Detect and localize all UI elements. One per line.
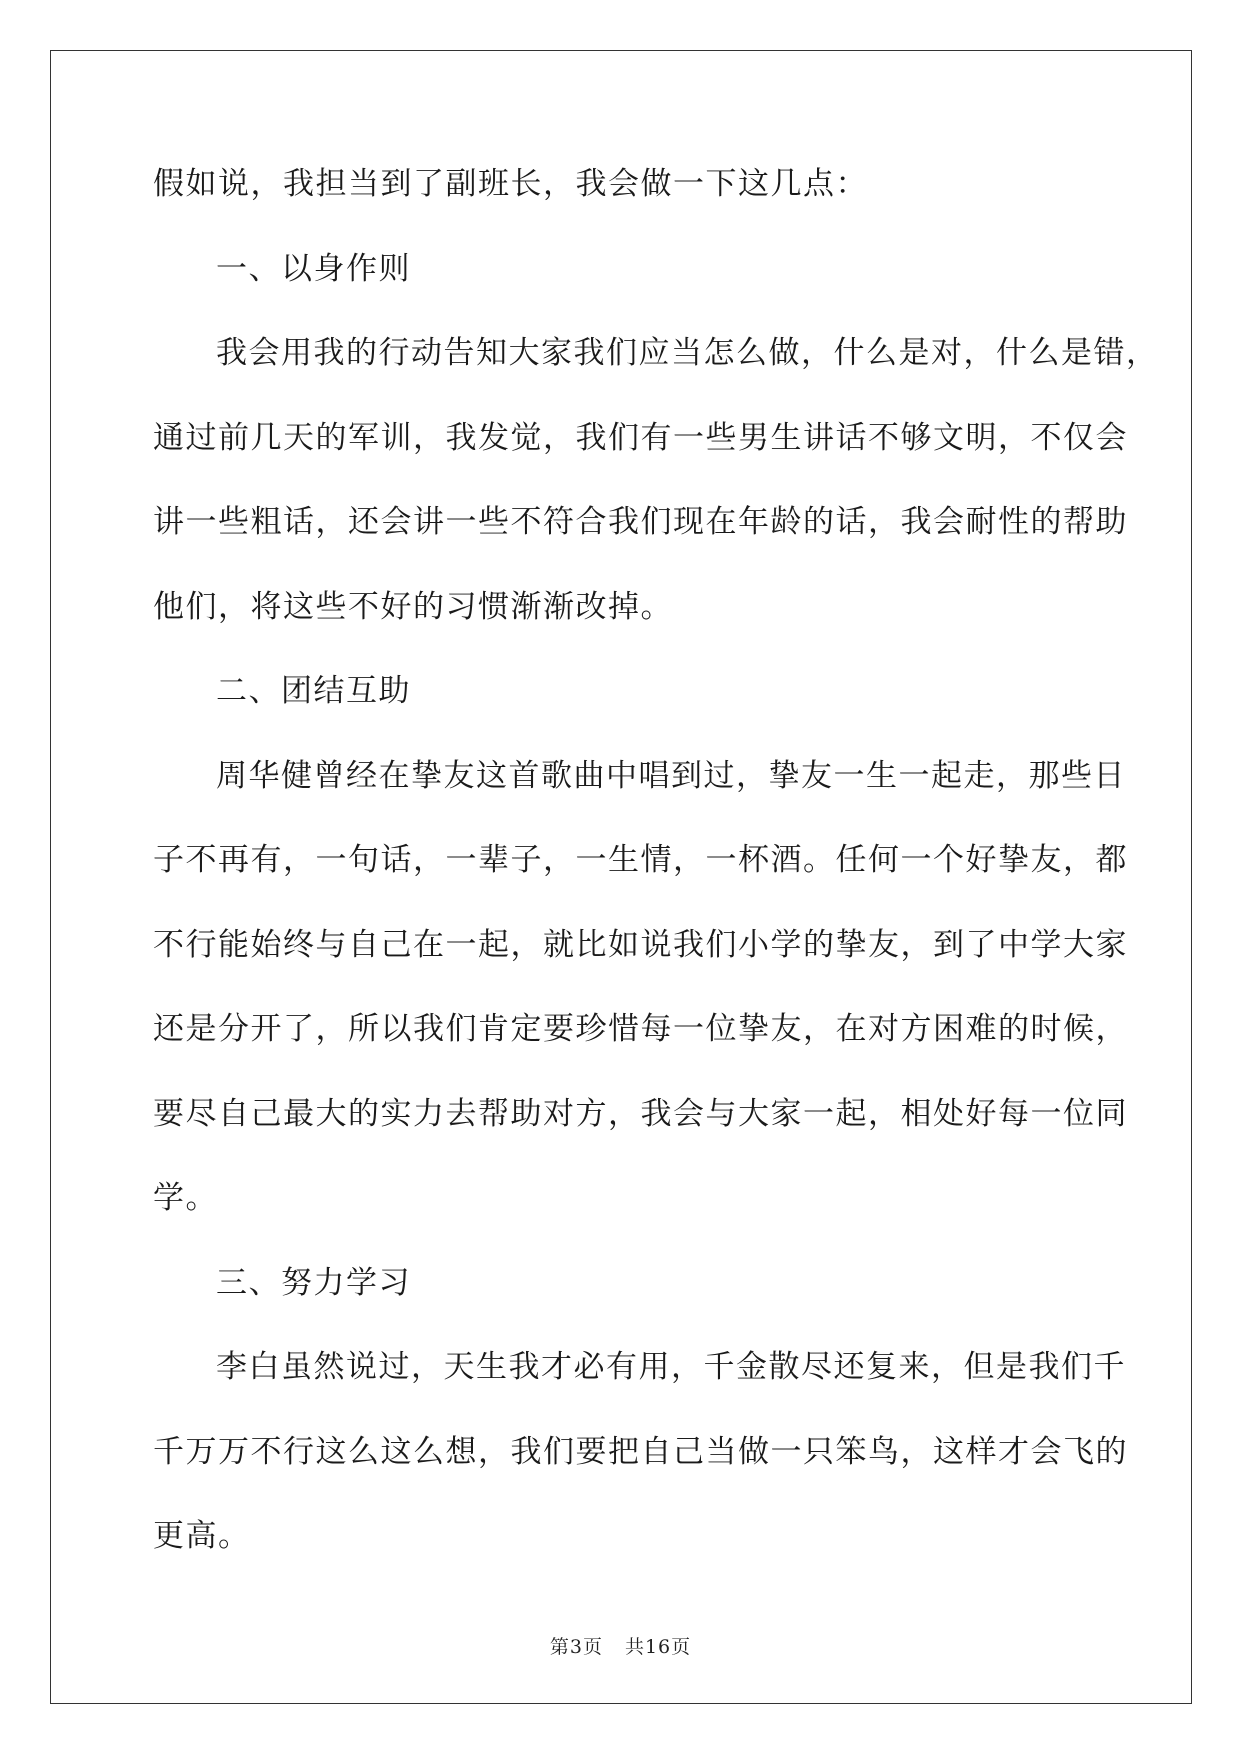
paragraph-line: 周华健曾经在挚友这首歌曲中唱到过，挚友一生一起走，那些日 (216, 757, 1126, 794)
page-total: 共16页 (624, 1636, 692, 1658)
document-body (153, 160, 1159, 1597)
heading-3: 三、努力学习 (216, 1264, 411, 1301)
paragraph-line: 李白虽然说过，天生我才必有用，千金散尽还复来，但是我们千 (216, 1349, 1126, 1385)
paragraph-line: 更高。 (153, 1518, 251, 1554)
page-number: 第3页 (549, 1636, 603, 1658)
paragraph-line: 子不再有，一句话，一辈子，一生情，一杯酒。任何一个好挚友，都 (153, 842, 1128, 878)
heading-1: 一、以身作则 (216, 250, 411, 287)
paragraph-line: 讲一些粗话，还会讲一些不符合我们现在年龄的话，我会耐性的帮助 (153, 504, 1128, 540)
paragraph-line: 还是分开了，所以我们肯定要珍惜每一位挚友，在对方困难的时候， (153, 1011, 1128, 1047)
heading-2: 二、团结互助 (216, 673, 411, 709)
intro-line: 假如说，我担当到了副班长，我会做一下这几点： (153, 166, 868, 202)
paragraph-line: 不行能始终与自己在一起，就比如说我们小学的挚友，到了中学大家 (153, 926, 1128, 963)
paragraph-line: 学。 (153, 1180, 218, 1216)
paragraph-line: 要尽自己最大的实力去帮助对方，我会与大家一起，相处好每一位同 (153, 1095, 1128, 1132)
page-footer (0, 1632, 1241, 1659)
paragraph-line: 通过前几天的军训，我发觉，我们有一些男生讲话不够文明，不仅会 (153, 419, 1128, 456)
paragraph-line: 他们，将这些不好的习惯渐渐改掉。 (153, 588, 673, 625)
paragraph-line: 千万万不行这么这么想，我们要把自己当做一只笨鸟，这样才会飞的 (153, 1433, 1128, 1470)
paragraph-line: 我会用我的行动告知大家我们应当怎么做，什么是对，什么是错， (216, 335, 1159, 371)
